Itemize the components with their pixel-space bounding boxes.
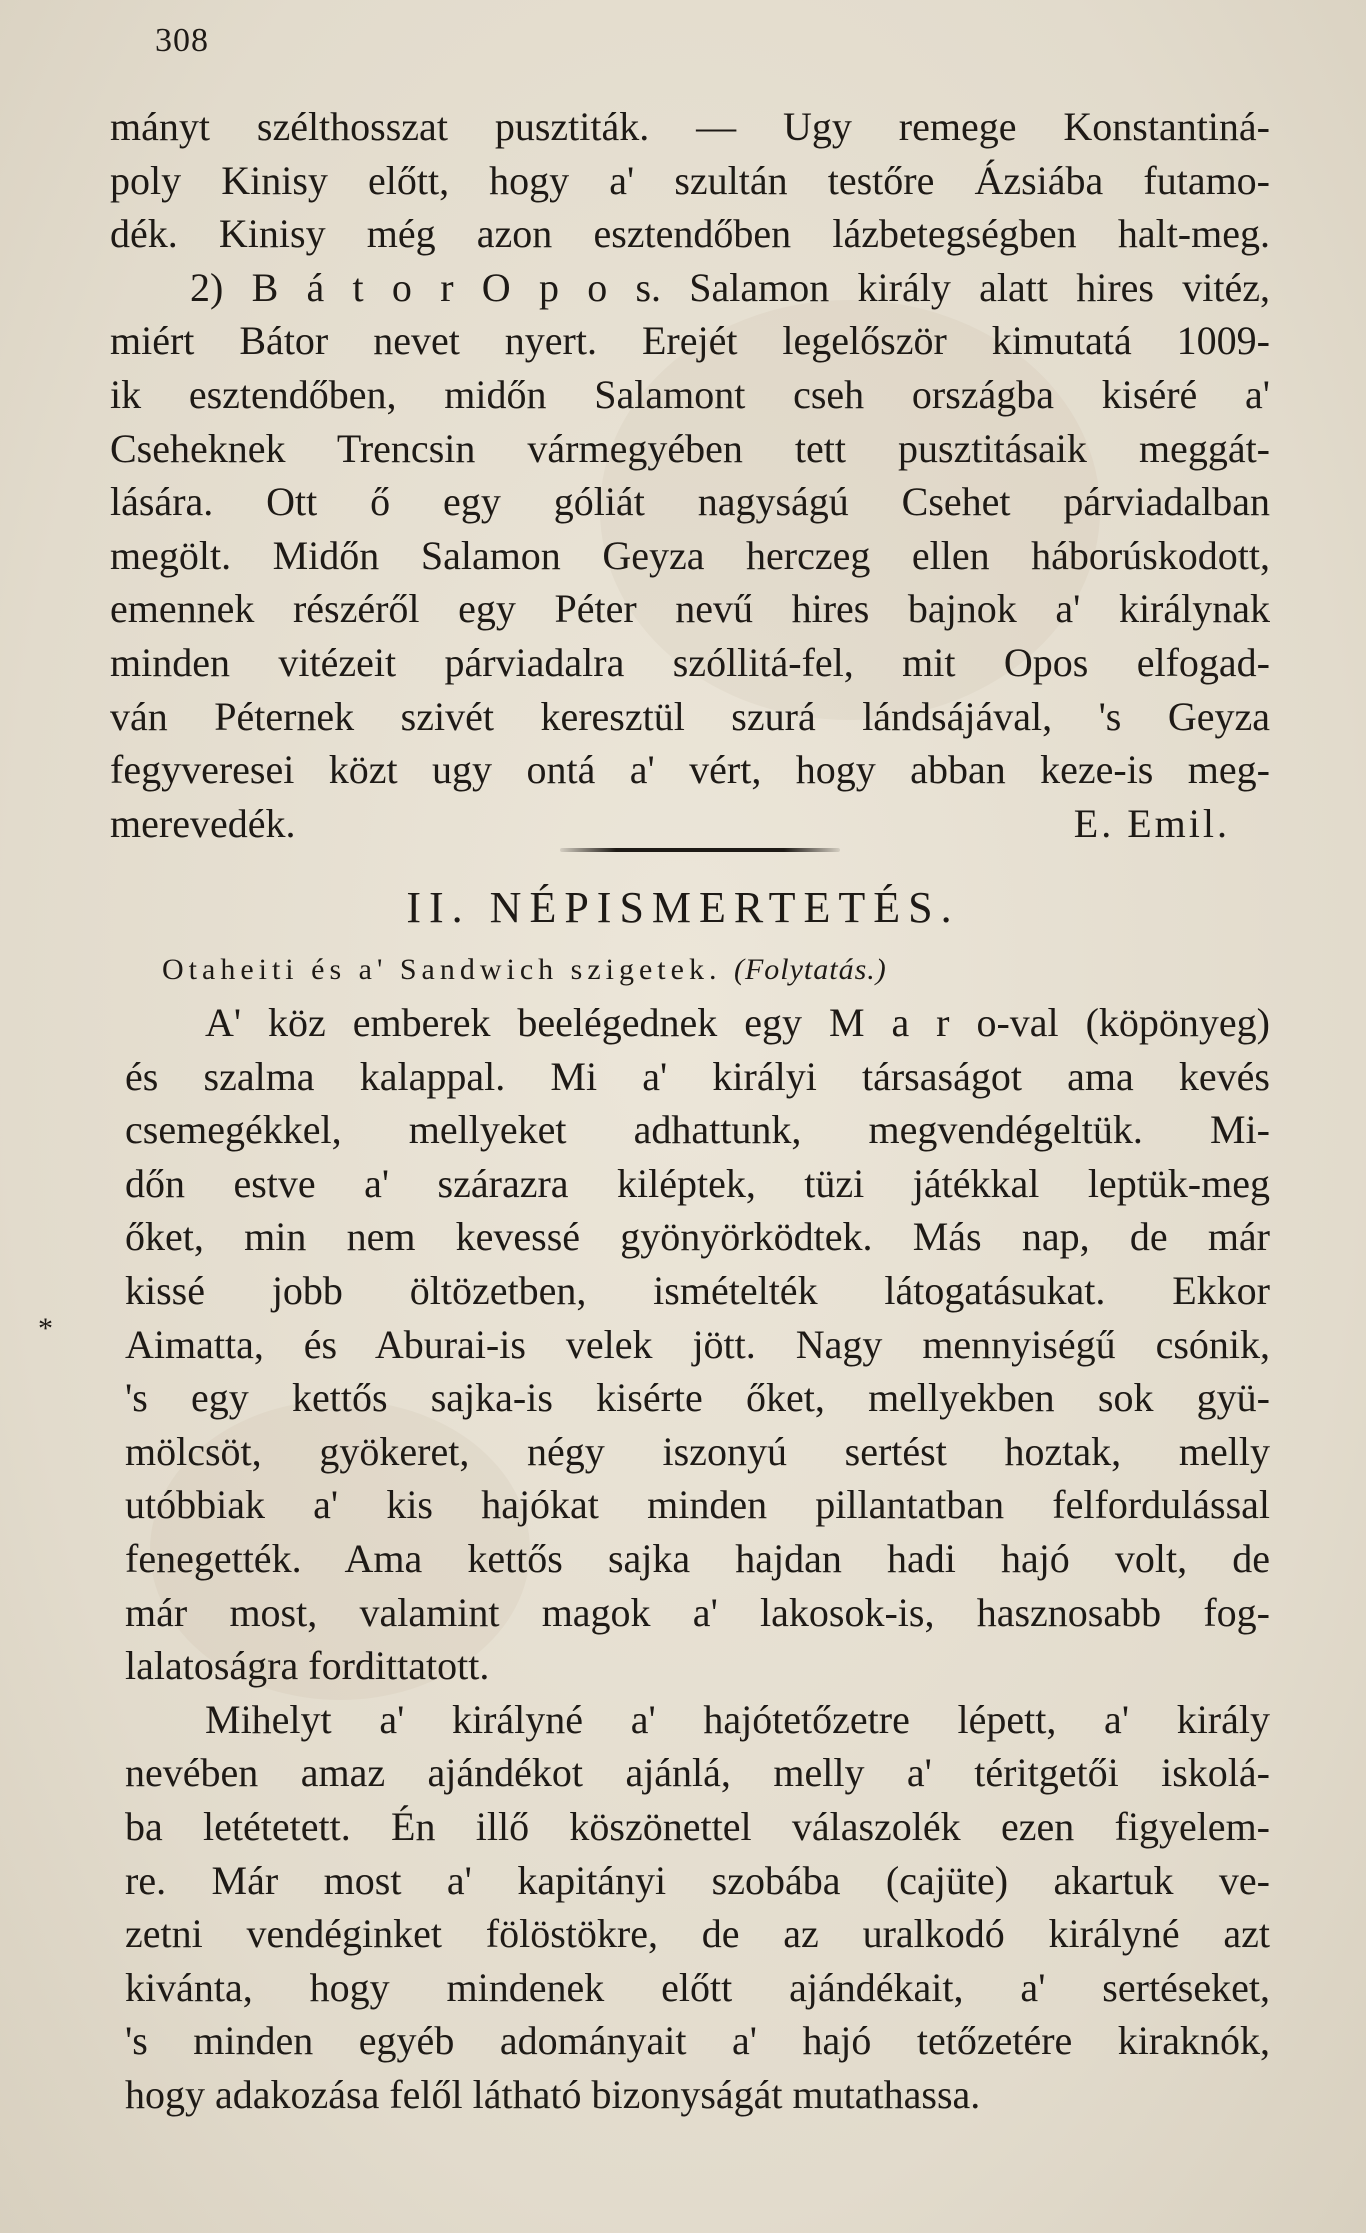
text-line: és szalma kalappal. Mi a' királyi társaságot ama kevés: [125, 1053, 1270, 1099]
text-line: emennek részéről egy Péter nevű hires bajnok a' királynak: [110, 586, 1270, 632]
text-line: ik esztendőben, midőn Salamont cseh országba kiséré a': [110, 371, 1270, 417]
text-line: lására. Ott ő egy góliát nagyságú Csehet párviadalban: [110, 479, 1270, 525]
text-line: zetni vendéginket fölöstökre, de az uralkodó királyné azt: [125, 1911, 1270, 1957]
text-line: ba letétetett. Én illő köszönettel válaszolék ezen figyelem-: [125, 1803, 1270, 1849]
text-line: lalatoságra fordittatott.: [125, 1643, 490, 1689]
author-signature: E. Emil.: [1073, 800, 1230, 846]
text-line: A' köz emberek beelégednek egy M a r o-val (köpönyeg): [205, 1000, 1270, 1045]
margin-mark: *: [38, 1312, 53, 1345]
text-line: nevében amaz ajándékot ajánlá, melly a' téritgetői iskolá-: [125, 1750, 1270, 1796]
subtitle-text: Otaheiti és a' Sandwich szigetek.: [162, 953, 722, 986]
text-line: utóbbiak a' kis hajókat minden pillantatban felfordulással: [125, 1482, 1270, 1528]
text-line: dőn estve a' szárazra kiléptek, tüzi játékkal leptük-meg: [125, 1160, 1270, 1206]
section-heading: II. NÉPISMERTETÉS.: [406, 883, 960, 932]
text-line: miért Bátor nevet nyert. Erejét legelőször kimutatá 1009-: [110, 318, 1270, 364]
text-line: fegyveresei közt ugy ontá a' vért, hogy abban keze-is meg-: [110, 747, 1270, 793]
text-line: csemegékkel, mellyeket adhattunk, megvendégeltük. Mi-: [125, 1107, 1270, 1153]
text-line: Cseheknek Trencsin vármegyében tett pusztitásaik meggát-: [110, 425, 1270, 471]
text-line: Aimatta, és Aburai-is velek jött. Nagy mennyiségű csónik,: [125, 1321, 1270, 1367]
page-number: 308: [155, 22, 209, 59]
text-line: kivánta, hogy mindenek előtt ajándékait, a' sertéseket,: [125, 1964, 1270, 2010]
text-line: mölcsöt, gyökeret, négy iszonyú sertést hoztak, melly: [125, 1428, 1270, 1474]
text-line: Mihelyt a' királyné a' hajótetőzetre lépett, a' király: [205, 1696, 1270, 1742]
text-line: 's minden egyéb adományait a' hajó tetőzetére kiraknók,: [125, 2018, 1270, 2064]
text-line: re. Már most a' kapitányi szobába (cajüte) akartuk ve-: [125, 1857, 1270, 1903]
text-line: 's egy kettős sajka-is kisérte őket, mellyekben sok gyü-: [125, 1375, 1270, 1421]
text-line: fenegették. Ama kettős sajka hajdan hadi hajó volt, de: [125, 1535, 1270, 1581]
text-block-part1: [110, 100, 1270, 850]
text-line: ván Péternek szivét keresztül szurá lándsájával, 's Geyza: [110, 693, 1270, 739]
text-line: mányt szélthosszat pusztiták. — Ugy remege Konstantiná-: [110, 104, 1270, 149]
text-line: már most, valamint magok a' lakosok-is, hasznosabb fog-: [125, 1589, 1270, 1635]
text-line: 2) B á t o r O p o s. Salamon király alatt hires vitéz,: [190, 264, 1270, 310]
section-subtitle: [162, 950, 887, 990]
text-line: őket, min nem kevessé gyönyörködtek. Más nap, de már: [125, 1214, 1270, 1260]
text-line: megölt. Midőn Salamon Geyza herczeg ellen háborúskodott,: [110, 532, 1270, 578]
text-line: merevedék.: [110, 800, 296, 846]
text-line: kissé jobb öltözetben, ismételték látogatásukat. Ekkor: [125, 1267, 1270, 1313]
text-block-part2: [125, 996, 1270, 2121]
text-line: minden vitézeit párviadalra szóllitá-fel, mit Opos elfogad-: [110, 639, 1270, 685]
continuation-note: (Folytatás.): [733, 953, 887, 986]
text-line-with-signature: [110, 797, 1270, 851]
section-divider: [560, 848, 840, 852]
text-line: hogy adakozása felől látható bizonyságát mutathassa.: [125, 2071, 981, 2117]
text-line: dék. Kinisy még azon esztendőben lázbetegségben halt-meg.: [110, 211, 1270, 257]
text-line: poly Kinisy előtt, hogy a' szultán testőre Ázsiába futamo-: [110, 157, 1270, 203]
